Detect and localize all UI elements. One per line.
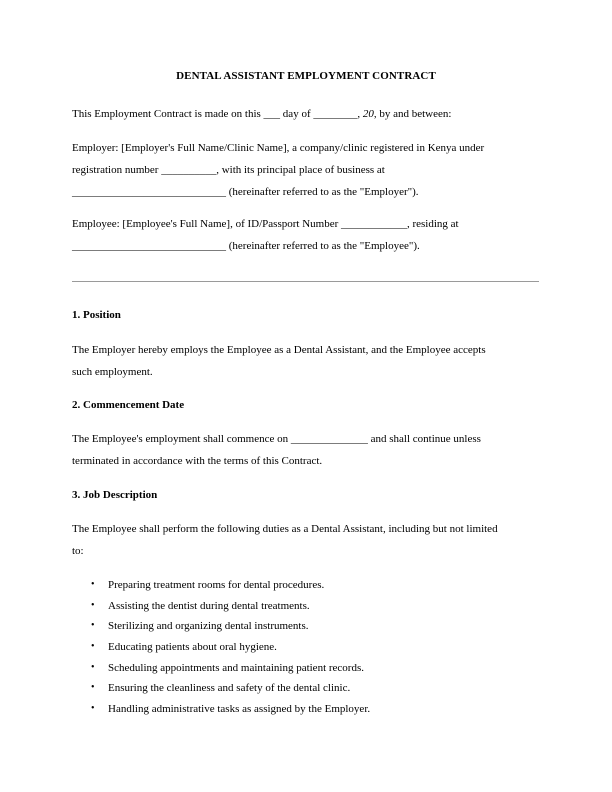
bullet-icon: • — [91, 641, 95, 653]
list-item — [72, 678, 370, 699]
body-line: The Employer hereby employs the Employee as a Dental Assistant, and the Employee accepts — [72, 344, 486, 356]
list-item-text: Sterilizing and organizing dental instruments. — [108, 620, 309, 633]
section-body-job-description — [72, 518, 542, 562]
horizontal-divider — [72, 281, 539, 282]
employee-line: Employee: [Employee's Full Name], of ID/Passport Number ____________, residing at — [72, 218, 459, 230]
body-line: The Employee's employment shall commence on ______________ and shall continue unless — [72, 433, 481, 445]
employee-line: ____________________________ (hereinafter referred to as the "Employee"). — [72, 240, 420, 252]
body-line: The Employee shall perform the following duties as a Dental Assistant, including but not limited — [72, 523, 498, 535]
bullet-icon: • — [91, 620, 95, 632]
bullet-icon: • — [91, 661, 95, 673]
duties-list — [72, 575, 370, 720]
section-heading-job-description: 3. Job Description — [72, 489, 158, 501]
list-item — [72, 575, 370, 596]
employer-line: Employer: [Employer's Full Name/Clinic Name], a company/clinic registered in Kenya under — [72, 142, 485, 154]
list-item-text: Preparing treatment rooms for dental procedures. — [108, 579, 325, 591]
body-line: terminated in accordance with the terms of this Contract. — [72, 455, 323, 467]
employee-paragraph — [72, 213, 542, 257]
bullet-icon: • — [91, 599, 95, 611]
section-body-commencement — [72, 428, 542, 472]
list-item-text: Assisting the dentist during dental treatments. — [108, 599, 310, 612]
list-item-text: Scheduling appointments and maintaining patient records. — [108, 661, 364, 674]
list-item — [72, 637, 370, 658]
body-line: to: — [72, 545, 84, 557]
section-heading-commencement: 2. Commencement Date — [72, 399, 185, 411]
list-item-text: Educating patients about oral hygiene. — [108, 641, 277, 654]
list-item — [72, 596, 370, 617]
section-heading-position: 1. Position — [72, 309, 121, 321]
list-item-text: Ensuring the cleanliness and safety of the dental clinic. — [108, 682, 351, 695]
bullet-icon: • — [91, 579, 95, 590]
employer-line: registration number __________, with its principal place of business at — [72, 164, 385, 176]
intro-prefix: This Employment Contract is made on this ___ day of ________, — [72, 108, 363, 120]
intro-paragraph — [72, 103, 542, 125]
bullet-icon: • — [91, 703, 95, 715]
employer-paragraph — [72, 137, 542, 203]
body-line: such employment. — [72, 366, 153, 378]
list-item — [72, 658, 370, 679]
intro-suffix: , by and between: — [373, 108, 452, 120]
list-item — [72, 616, 370, 637]
employer-line: ____________________________ (hereinafter referred to as the "Employer"). — [72, 186, 419, 198]
list-item — [72, 699, 370, 720]
bullet-icon: • — [91, 682, 95, 694]
section-body-position — [72, 339, 542, 383]
document-title: DENTAL ASSISTANT EMPLOYMENT CONTRACT — [176, 70, 436, 82]
intro-year: 20 — [362, 108, 374, 120]
list-item-text: Handling administrative tasks as assigned by the Employer. — [108, 703, 371, 716]
